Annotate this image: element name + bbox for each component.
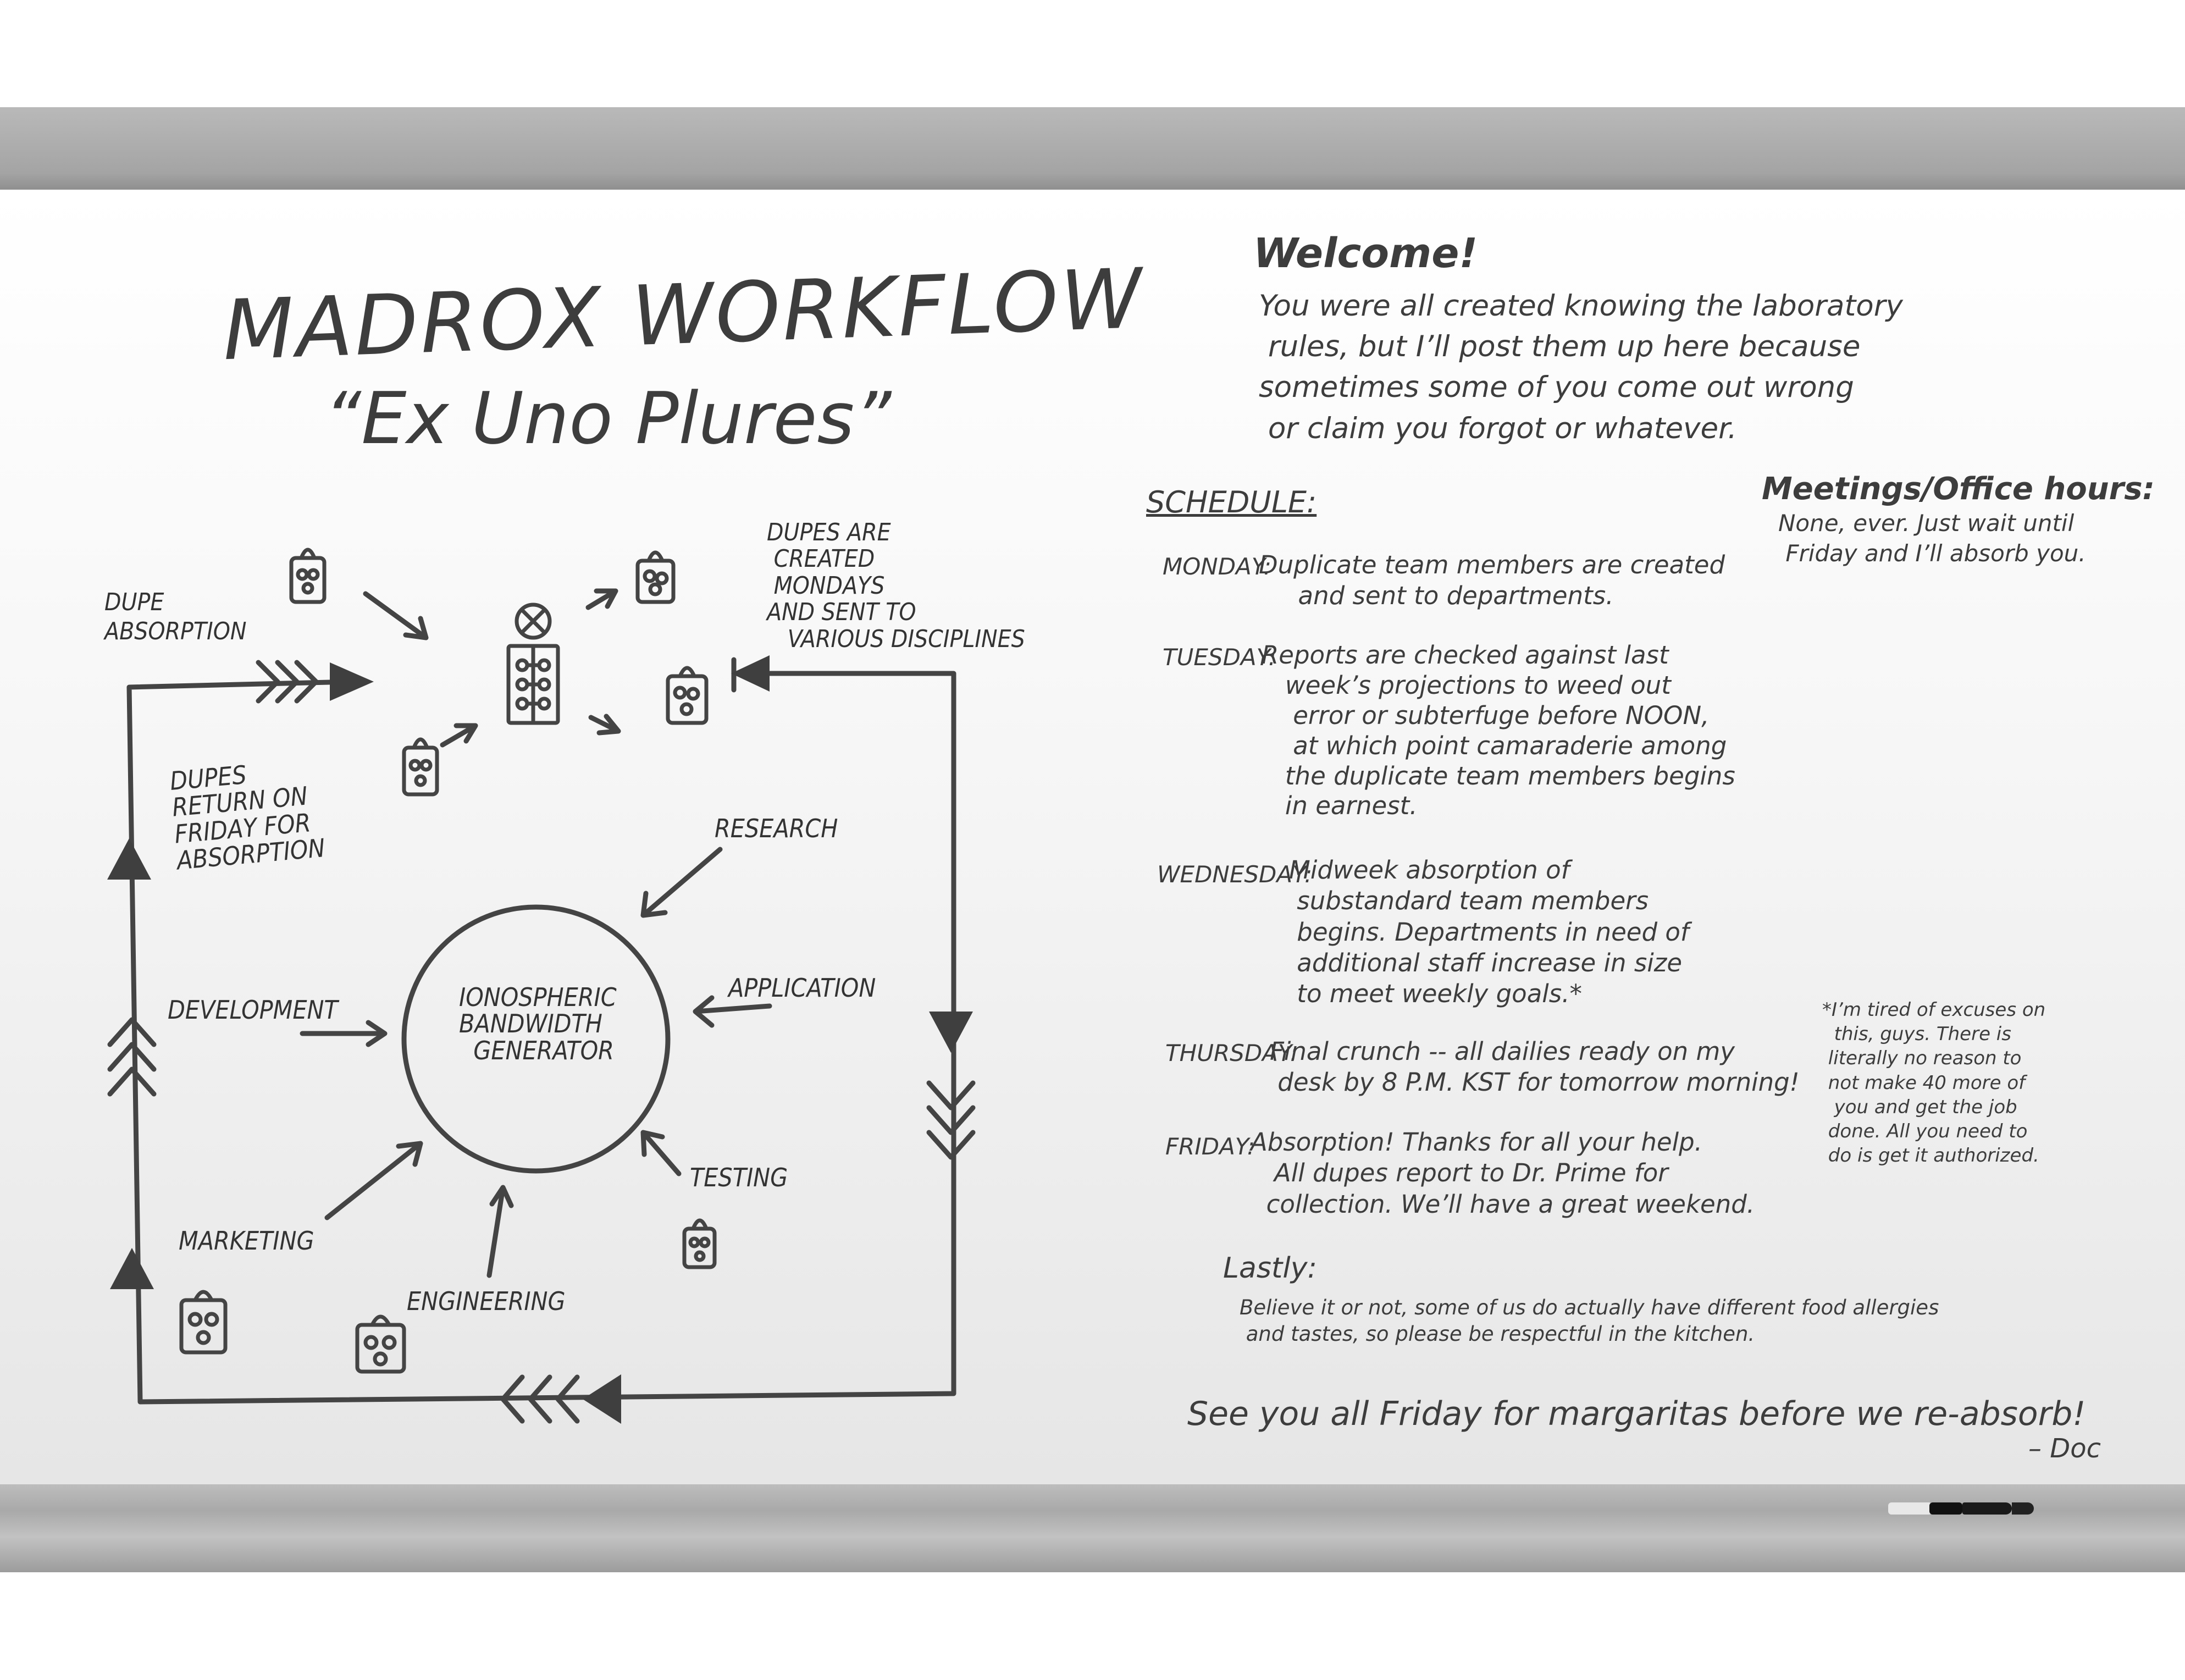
board-motto: “Ex Uno Plures” [324, 377, 892, 460]
chevron-up-icon [110, 1020, 154, 1045]
duplication-machine-icon [508, 605, 558, 723]
welcome-heading: Welcome! [1253, 230, 1478, 277]
thursday-label: THURSDAY: [1165, 1040, 1298, 1066]
arrow-dupe-out-1 [588, 591, 616, 607]
signoff: See you all Friday for margaritas before we re-absorb! [1187, 1395, 2086, 1433]
arrow-engineering [489, 1187, 511, 1275]
arrow-development [302, 1023, 385, 1045]
arrow-marketing [327, 1143, 421, 1218]
footnote: *I’m tired of excuses on this, guys. There is literally no reason to not make 40 more of you and get the job done. All you need to do is get it authorized. [1822, 999, 2046, 1167]
tuesday-text: Reports are checked against last week’s projections to weed out error or subterfuge before NOON, at which point camaraderie among the duplicate team members begins in earnest. [1262, 640, 1735, 821]
label-development: DEVELOPMENT [168, 995, 338, 1025]
arrow-dupe-in-2 [442, 726, 475, 745]
chevron-down-icon [929, 1108, 973, 1132]
chevron-down-icon [929, 1132, 973, 1157]
dupe-icon [668, 668, 706, 723]
meetings-heading: Meetings/Office hours: [1762, 471, 2155, 507]
schedule-heading: SCHEDULE: [1146, 485, 1317, 520]
label-dupes-return: DUPES RETURN ON FRIDAY FOR ABSORPTION [168, 759, 327, 876]
wednesday-text: Midweek absorption of substandard team members begins. Departments in need of additional staff increase in size to meet weekly goals.* [1289, 855, 1689, 1008]
welcome-body: You were all created knowing the laboratory rules, but I’ll post them up here because sometimes some of you come out wrong or claim you forgot or whatever. [1259, 289, 1903, 445]
friday-text: Absorption! Thanks for all your help. All dupes report to Dr. Prime for collection. We’ll have a great weekend. [1251, 1128, 1755, 1219]
dupe-icon [181, 1292, 225, 1352]
triangle-right-icon [330, 662, 374, 701]
dupe-icon [291, 550, 324, 602]
label-marketing: MARKETING [179, 1226, 314, 1256]
meetings-body: None, ever. Just wait until Friday and I’ll absorb you. [1778, 510, 2086, 567]
label-engineering: ENGINEERING [407, 1286, 566, 1316]
dupe-icon [357, 1317, 404, 1372]
label-generator: IONOSPHERIC BANDWIDTH GENERATOR [459, 982, 617, 1065]
label-dupes-created: DUPES ARE CREATED MONDAYS AND SENT TO VARIOUS DISCIPLINES [767, 518, 1025, 653]
dupe-icon [404, 739, 437, 794]
dupe-icon [638, 552, 673, 602]
arrow-dupe-in-1 [366, 594, 426, 638]
label-research: RESEARCH [715, 814, 838, 843]
wednesday-label: WEDNESDAY: [1157, 861, 1313, 888]
dupe-icon [684, 1220, 715, 1267]
triangle-left-icon [583, 1374, 621, 1424]
lastly-body: Believe it or not, some of us do actually have different food allergies and tastes, so please be respectful in the kitchen. [1240, 1296, 1939, 1346]
chevron-up-icon [110, 1069, 154, 1094]
label-testing: TESTING [690, 1163, 788, 1192]
triangle-up-icon [107, 838, 151, 880]
label-dupe-absorption: DUPE ABSORPTION [104, 588, 247, 645]
arrow-dupe-out-2 [591, 716, 618, 733]
triangle-up-icon [110, 1248, 154, 1289]
chevron-up-icon [110, 1045, 154, 1069]
tuesday-label: TUESDAY: [1163, 644, 1276, 671]
arrow-research [643, 849, 720, 915]
thursday-text: Final crunch -- all dailies ready on my desk by 8 P.M. KST for tomorrow morning! [1270, 1037, 1800, 1097]
friday-label: FRIDAY: [1165, 1133, 1255, 1160]
triangle-down-icon [929, 1012, 973, 1053]
monday-text: Duplicate team members are created and sent to departments. [1259, 550, 1725, 611]
lastly-heading: Lastly: [1223, 1252, 1318, 1285]
arrow-testing [643, 1132, 679, 1174]
chevron-down-icon [929, 1083, 973, 1108]
triangle-left-icon [731, 655, 770, 692]
board-title: MADROX WORKFLOW [221, 251, 1146, 379]
monday-label: MONDAY: [1163, 553, 1271, 580]
signature: – Doc [2028, 1433, 2101, 1464]
label-application: APPLICATION [728, 973, 876, 1003]
